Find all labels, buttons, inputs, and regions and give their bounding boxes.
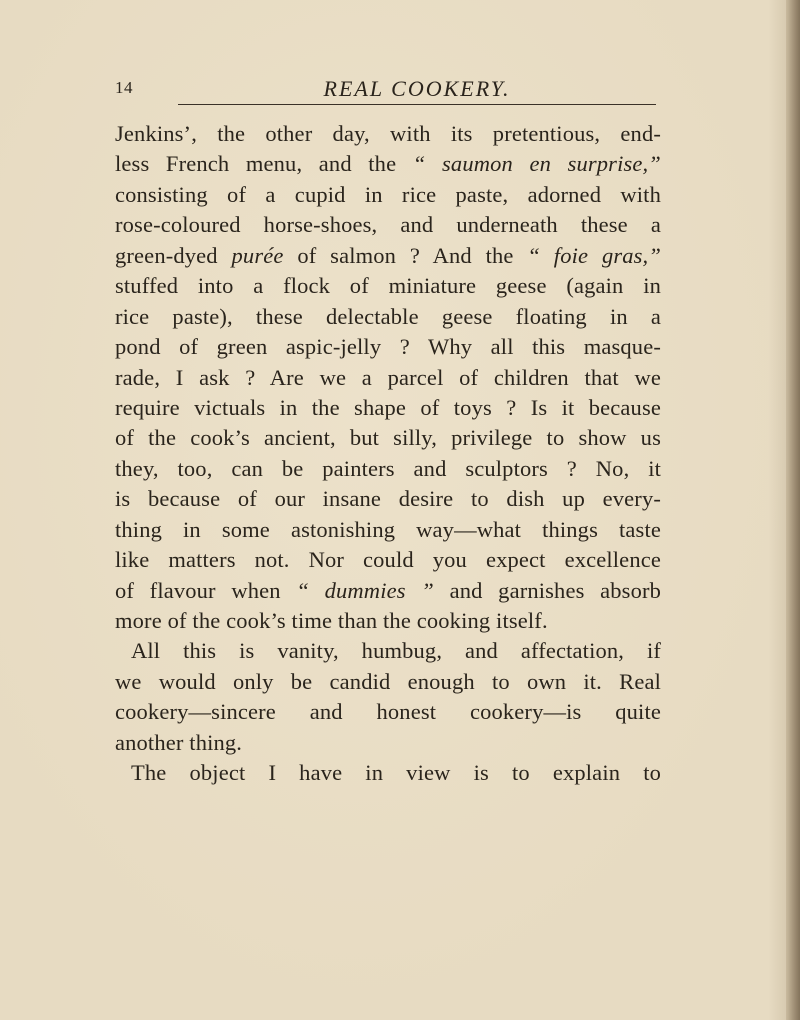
text-line: rice paste), these delectable geese floating in a: [115, 303, 661, 329]
text-line: they, too, can be painters and sculptors ? No, it: [115, 455, 661, 481]
text-line: require victuals in the shape of toys ? Is it because: [115, 394, 661, 420]
text-line: consisting of a cupid in rice paste, adorned with: [115, 181, 661, 207]
page-edge-shadow: [786, 0, 800, 1020]
page-number: 14: [115, 78, 133, 97]
header-rule: [178, 104, 656, 105]
running-head: [115, 76, 689, 106]
text-line: The object I have in view is to explain to: [131, 760, 661, 786]
text-line: rade, I ask ? Are we a parcel of children that we: [115, 364, 661, 390]
text-line: cookery—sincere and honest cookery—is quite: [115, 699, 661, 725]
text-line: thing in some astonishing way—what things taste: [115, 516, 661, 542]
text-line: is because of our insane desire to dish up every-: [115, 486, 661, 512]
book-title: REAL COOKERY.: [323, 76, 511, 101]
text-line: we would only be candid enough to own it. Real: [115, 668, 661, 694]
body-text: [115, 119, 661, 789]
italic-phrase: “ foie gras,”: [527, 242, 661, 268]
italic-phrase: “ saumon en surprise,”: [412, 151, 661, 177]
text-line: stuffed into a flock of miniature geese (again in: [115, 273, 661, 299]
text-line: pond of green aspic-jelly ? Why all this masque-: [115, 334, 661, 360]
text-line: of flavour when “ dummies ” and garnishes absorb: [115, 577, 662, 603]
text-line: more of the cook’s time than the cooking itself.: [115, 608, 548, 633]
text-line: like matters not. Nor could you expect excellence: [115, 547, 661, 573]
italic-word: “ dummies ”: [296, 577, 434, 603]
text-line: less French menu, and the “ saumon en surprise,”: [115, 151, 661, 177]
text-line: of the cook’s ancient, but silly, privilege to show us: [115, 425, 661, 451]
text-line: Jenkins’, the other day, with its pretentious, end-: [115, 121, 661, 146]
italic-word: purée: [231, 242, 284, 268]
text-line: rose-coloured horse-shoes, and underneath these a: [115, 212, 661, 238]
text-line: All this is vanity, humbug, and affectation, if: [131, 638, 661, 664]
text-line: another thing.: [115, 729, 243, 755]
text-line: green-dyed purée of salmon ? And the “ foie gras,”: [115, 242, 661, 268]
